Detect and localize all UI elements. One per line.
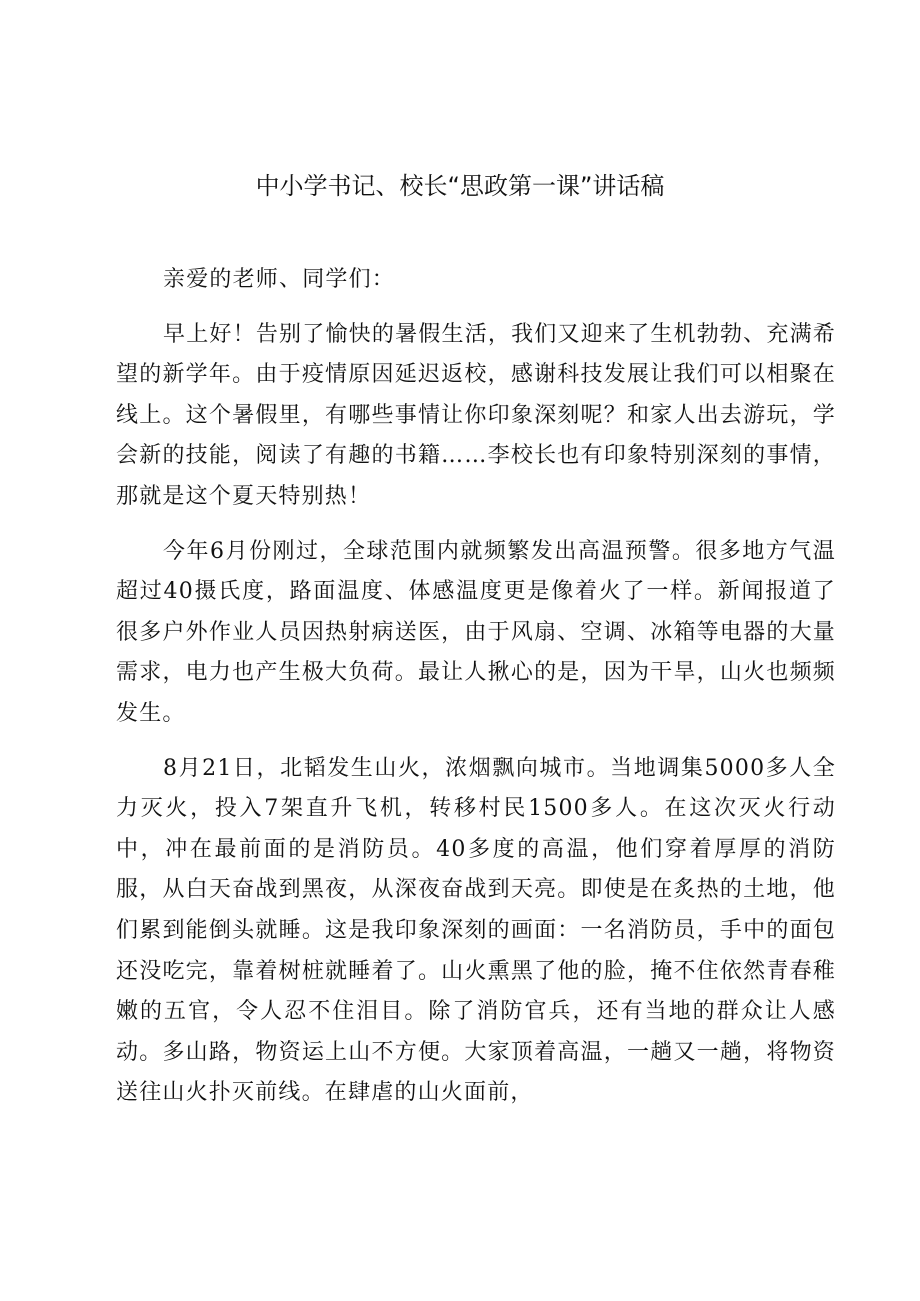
paragraph-1: 早上好！告别了愉快的暑假生活，我们又迎来了生机勃勃、充满希望的新学年。由于疫情原因延迟返校，感谢科技发展让我们可以相聚在线上。这个暑假里，有哪些事情让你印象深刻呢？和家人出去游玩，学会新的技能，阅读了有趣的书籍……李校长也有印象特别深刻的事情，那就是这个夏天特别热！ [116,321,836,509]
document-body [116,260,836,1114]
salutation: 亲爱的老师、同学们： [163,267,396,292]
paragraph-3: 8月21日，北韬发生山火，浓烟飘向城市。当地调集5000多人全力灭火，投入7架直升飞机，转移村民1500多人。在这次灭火行动中，冲在最前面的是消防员。40多度的高温，他们穿着厚厚的消防服，从白天奋战到黑夜，从深夜奋战到天亮。即使是在炙热的土地，他们累到能倒头就睡。这是我印象深刻的画面：一名消防员，手中的面包还没吃完，靠着树桩就睡着了。山火熏黑了他的脸，掩不住依然青春稚嫩的五官，令人忍不住泪目。除了消防官兵，还有当地的群众让人感动。多山路，物资运上山不方便。大家顶着高温，一趟又一趟，将物资送往山火扑灭前线。在肆虐的山火面前， [116,755,836,1106]
paragraph-2: 今年6月份刚过，全球范围内就频繁发出高温预警。很多地方气温超过40摄氏度，路面温度、体感温度更是像着火了一样。新闻报道了很多户外作业人员因热射病送医，由于风扇、空调、冰箱等电器的大量需求，电力也产生极大负荷。最让人揪心的是，因为干旱，山火也频频发生。 [116,538,836,726]
document-title: 中小学书记、校长“思政第一课”讲话稿 [255,172,665,200]
